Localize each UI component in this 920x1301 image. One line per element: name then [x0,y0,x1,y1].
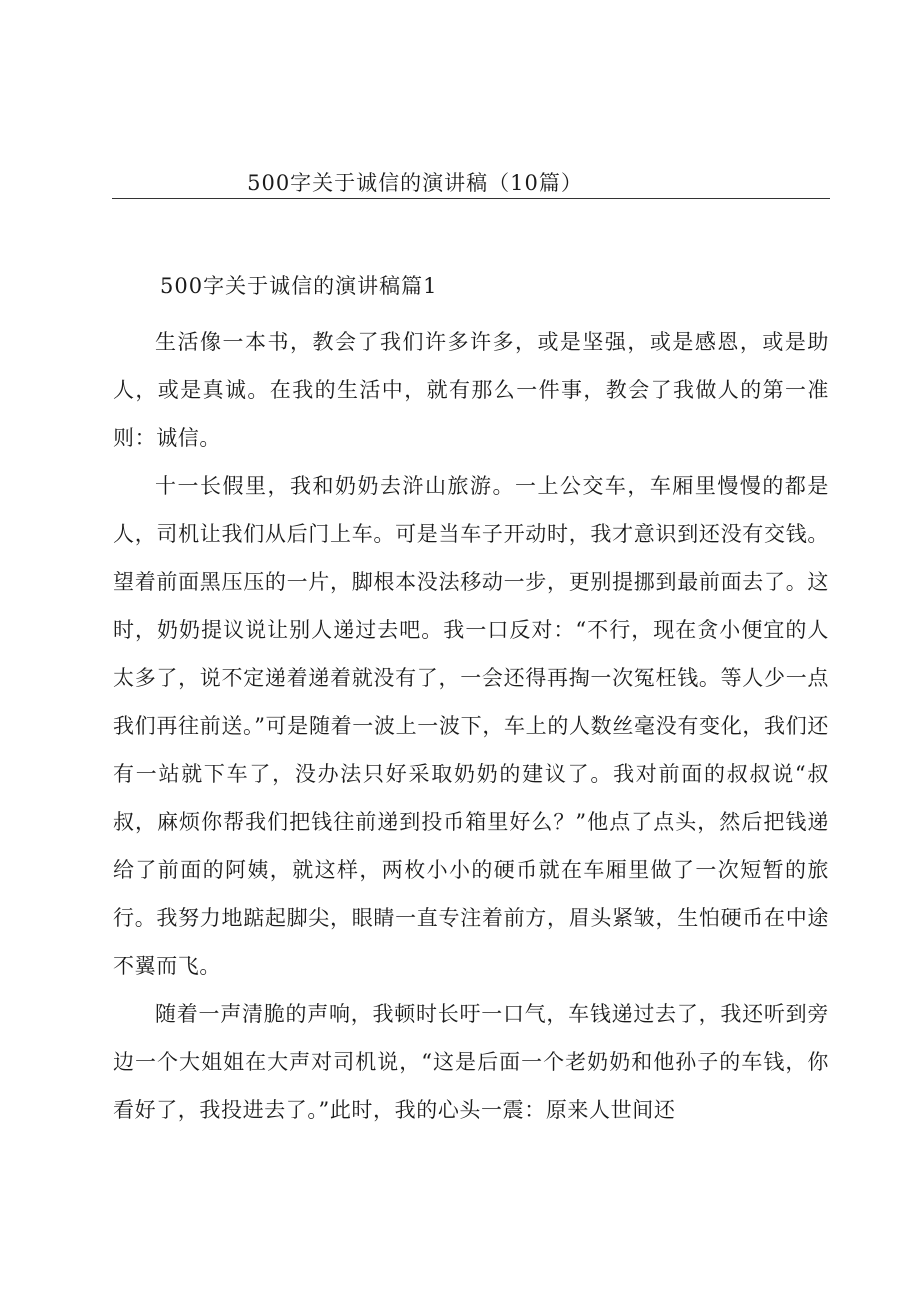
body-text [113,318,829,1134]
section-heading: 500字关于诚信的演讲稿篇1 [160,274,438,298]
title-divider [112,198,830,199]
paragraph: 随着一声清脆的声响，我顿时长吁一口气，车钱递过去了，我还听到旁边一个大姐姐在大声对司机说，“这是后面一个老奶奶和他孙子的车钱，你看好了，我投进去了。”此时，我的心头一震：原来人世间还 [113,1002,829,1122]
paragraph: 十一长假里，我和奶奶去浒山旅游。一上公交车，车厢里慢慢的都是人，司机让我们从后门上车。可是当车子开动时，我才意识到还没有交钱。望着前面黑压压的一片，脚根本没法移动一步，更别提挪到最前面去了。这时，奶奶提议说让别人递过去吧。我一口反对：“不行，现在贪小便宜的人太多了，说不定递着递着就没有了，一会还得再掏一次冤枉钱。等人少一点我们再往前送。”可是随着一波上一波下，车上的人数丝毫没有变化，我们还有一站就下车了，没办法只好采取奶奶的建议了。我对前面的叔叔说“叔叔，麻烦你帮我们把钱往前递到投币箱里好么？”他点了点头，然后把钱递给了前面的阿姨，就这样，两枚小小的硬币就在车厢里做了一次短暂的旅行。我努力地踮起脚尖，眼睛一直专注着前方，眉头紧皱，生怕硬币在中途不翼而飞。 [113,474,829,978]
paragraph: 生活像一本书，教会了我们许多许多，或是坚强，或是感恩，或是助人，或是真诚。在我的生活中，就有那么一件事，教会了我做人的第一准则：诚信。 [113,330,829,450]
document-title: 500字关于诚信的演讲稿（10篇） [247,171,583,195]
